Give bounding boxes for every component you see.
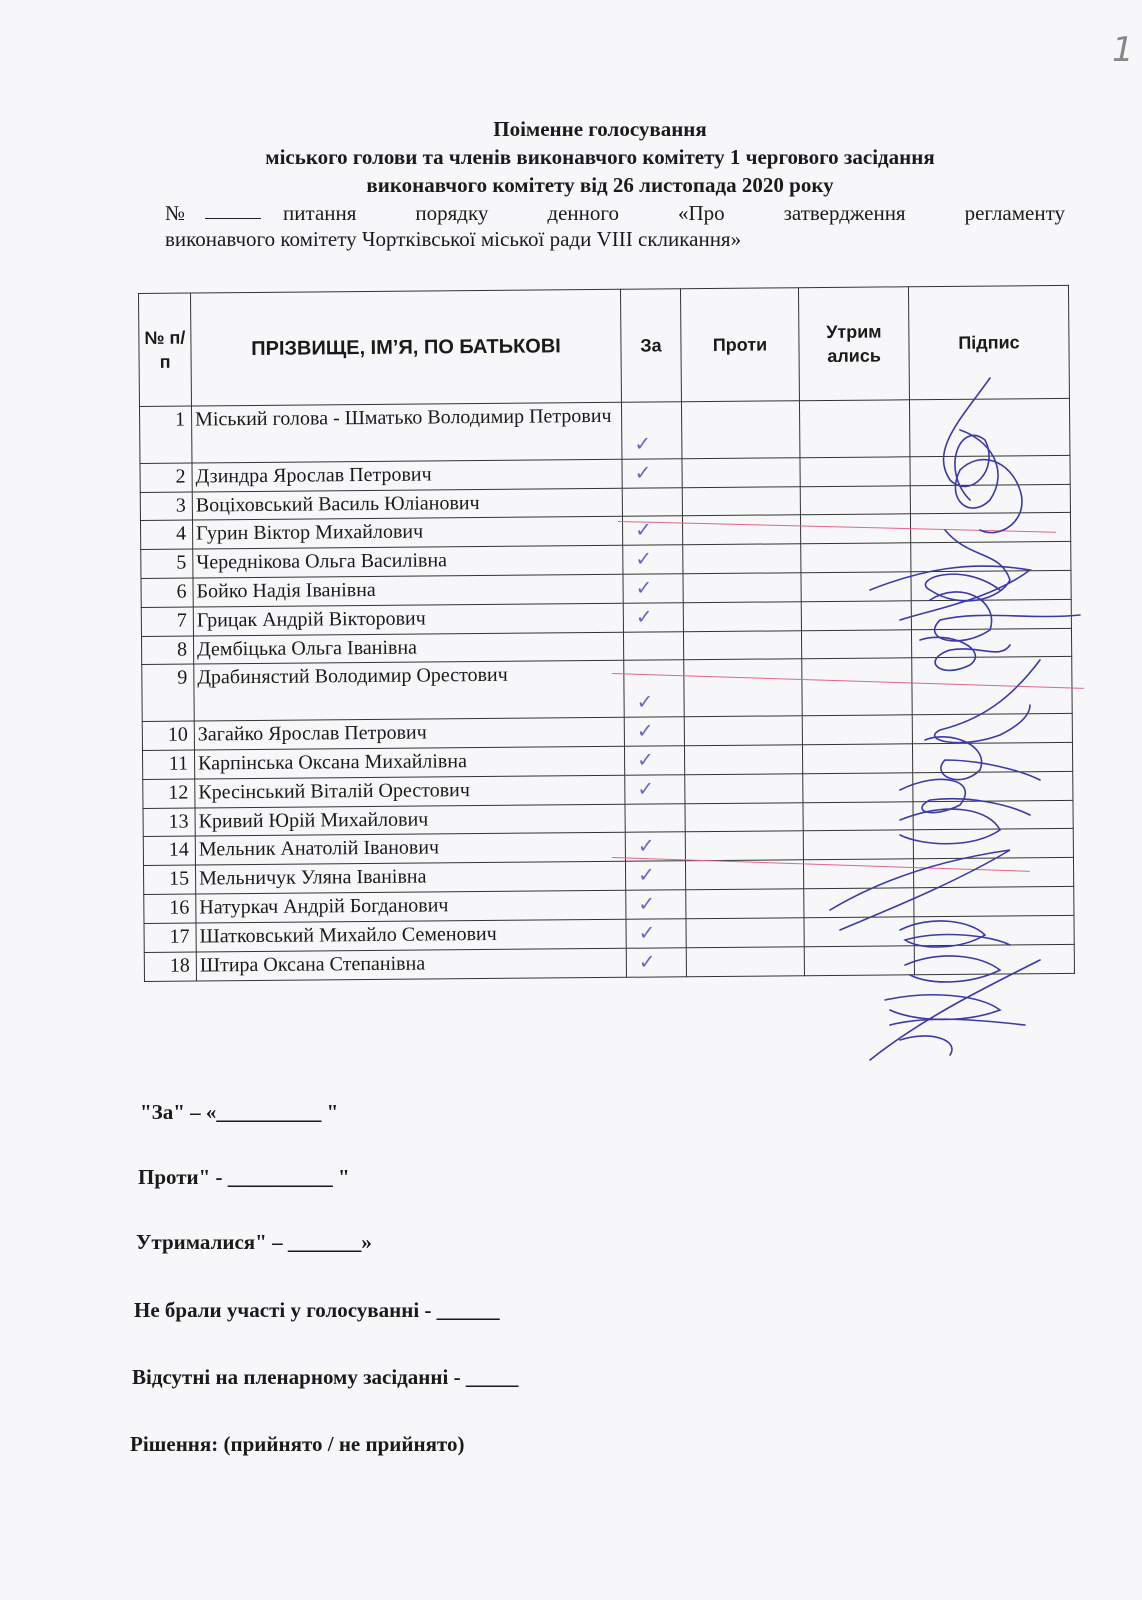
vote-against-cell [686,889,804,919]
vote-abstain-cell [804,946,914,976]
member-name: Гурин Віктор Михайлович [192,516,622,549]
vote-abstain-cell [804,917,914,947]
member-name: Воціховський Василь Юліанович [192,488,622,520]
member-name: Мельничук Уляна Іванівна [195,861,625,894]
signature-cell [913,771,1073,801]
vote-abstain-cell [800,457,910,487]
signature-cell [909,398,1069,456]
summary-abstain: Утрималися" – _______» [136,1230,372,1254]
member-name: Бойко Надія Іванівна [193,574,623,607]
signature-cell [912,713,1072,743]
vote-abstain-cell [801,601,911,631]
row-number: 17 [144,923,196,952]
member-name: Драбинястий Володимир Орестович [194,660,624,721]
member-name: Штира Оксана Степанівна [196,948,626,981]
vote-for-cell [623,632,683,661]
member-name: Мельник Анатолій Іванович [195,832,625,865]
vote-against-cell [683,631,801,660]
vote-for-cell [623,545,683,575]
vote-against-cell [684,745,802,775]
agenda-text-2: виконавчого комітету Чортківської міської ради VIII скликання» [165,227,742,251]
header-signature: Підпис [908,285,1069,399]
vote-abstain-cell [799,400,909,458]
table-row [139,398,1069,463]
member-name: Шатковський Михайло Семенович [196,919,626,952]
vote-against-cell [685,831,803,861]
vote-for-cell [624,717,684,747]
vote-against-cell [685,860,803,890]
member-name: Дембіцька Ольга Іванівна [193,632,623,664]
signature-cell [911,570,1071,600]
vote-abstain-cell [802,715,912,745]
check-mark-icon: ✓ [636,747,654,772]
check-mark-icon: ✓ [635,546,653,571]
vote-abstain-cell [802,744,912,774]
document-title: Поіменне голосування [493,117,707,141]
signature-cell [912,742,1072,772]
header-against: Проти [680,288,799,402]
check-mark-icon: ✓ [635,604,653,629]
row-number: 2 [140,463,192,492]
signature-cell [913,857,1073,887]
agenda-item-line [165,200,1065,226]
vote-for-cell [623,574,683,604]
vote-for-cell [622,516,682,546]
check-mark-icon: ✓ [634,460,652,485]
signature-cell [911,628,1071,657]
summary-against: Проти" - __________ " [138,1165,350,1189]
check-mark-icon: ✓ [637,862,655,887]
table-header-row [139,285,1070,406]
vote-against-cell [684,716,802,746]
check-mark-icon: ✓ [637,833,655,858]
row-number: 3 [140,492,192,520]
vote-against-cell [684,659,802,717]
check-mark-icon: ✓ [636,718,654,743]
summary-decision: Рішення: (прийнято / не прийнято) [130,1432,465,1456]
signature-cell [910,512,1070,542]
vote-against-cell [685,803,803,832]
check-mark-icon: ✓ [638,891,656,916]
signature-cell [910,484,1070,513]
row-number: 5 [141,549,193,578]
row-number: 15 [143,865,195,894]
signature-cell [911,541,1071,571]
header-num: № п/п [139,293,192,406]
agenda-number-blank [205,200,261,219]
signature-cell [914,944,1074,974]
member-name: Загайко Ярослав Петрович [194,717,624,750]
vote-for-cell [621,402,681,460]
vote-abstain-cell [802,658,912,716]
vote-against-cell [682,458,800,488]
vote-against-cell [683,573,801,603]
member-name: Міський голова - Шматько Володимир Петрович [191,402,621,463]
check-mark-icon: ✓ [638,920,656,945]
meeting-date-line: виконавчого комітету від 26 листопада 2020 року [366,173,834,197]
signature-cell [914,915,1074,945]
member-name: Натуркач Андрій Богданович [196,890,626,923]
check-mark-icon: ✓ [634,431,652,456]
check-mark-icon: ✓ [634,517,652,542]
vote-for-cell [622,488,682,517]
vote-abstain-cell [801,543,911,573]
header-name: ПРІЗВИЩЕ, ІМ’Я, ПО БАТЬКОВІ [191,289,622,406]
vote-against-cell [683,602,801,632]
row-number: 18 [144,952,196,981]
vote-abstain-cell [801,630,911,659]
row-number: 13 [143,808,195,836]
vote-abstain-cell [800,486,910,515]
row-number: 16 [144,894,196,923]
vote-abstain-cell [803,773,913,803]
row-number: 14 [143,836,195,865]
vote-against-cell [682,515,800,545]
row-number: 12 [143,779,195,808]
row-number: 8 [141,636,193,664]
summary-absent: Відсутні на пленарному засіданні - _____ [132,1365,519,1389]
vote-against-cell [682,487,800,516]
header-for: За [620,289,681,403]
signature-cell [910,455,1070,485]
check-mark-icon: ✓ [635,575,653,600]
row-number: 4 [140,520,192,549]
row-number: 1 [139,406,191,463]
member-name: Кривий Юрій Михайлович [195,804,625,836]
vote-abstain-cell [801,572,911,602]
vote-for-cell [622,459,682,489]
vote-against-cell [683,544,801,574]
member-name: Карпінська Оксана Михайлівна [194,746,624,779]
member-name: Кресінський Віталій Орестович [195,775,625,808]
row-number: 9 [142,664,194,721]
page-number: 1 [1112,30,1134,70]
member-name: Череднікова Ольга Василівна [193,545,623,578]
vote-abstain-cell [803,830,913,860]
signature-cell [914,886,1074,916]
member-name: Грицак Андрій Вікторович [193,603,623,636]
check-mark-icon: ✓ [637,776,655,801]
vote-for-cell [625,804,685,833]
vote-for-cell [623,603,683,633]
vote-against-cell [685,774,803,804]
row-number: 11 [142,750,194,779]
vote-abstain-cell [804,888,914,918]
check-mark-icon: ✓ [638,949,656,974]
vote-for-cell [624,660,684,718]
member-name: Дзиндра Ярослав Петрович [192,459,622,492]
vote-abstain-cell [803,802,913,831]
roll-call-table [138,285,1075,982]
vote-for-cell [625,775,685,805]
summary-not-voting: Не брали участі у голосуванні - ______ [134,1298,500,1322]
row-number: 6 [141,578,193,607]
summary-for: "За" – «__________ " [140,1100,339,1124]
row-number: 7 [141,607,193,636]
vote-for-cell [625,861,685,891]
check-mark-icon: ✓ [636,689,654,714]
vote-for-cell [624,746,684,776]
vote-for-cell [626,919,686,949]
number-sign: № [165,201,186,225]
document-subtitle: міського голови та членів виконавчого комітету 1 чергового засідання [265,145,935,169]
signature-cell [913,800,1073,829]
vote-for-cell [626,890,686,920]
agenda-text-1: питання порядку денного «Про затвердження регламенту [283,201,1065,225]
signature-row-18b [890,1019,1025,1055]
vote-against-cell [681,401,799,459]
signature-cell [911,599,1071,629]
signature-cell [913,828,1073,858]
table-row [142,656,1072,721]
vote-against-cell [686,947,804,977]
vote-against-cell [686,918,804,948]
header-abstain: Утрим ались [798,287,909,401]
vote-for-cell [626,948,686,978]
row-number: 10 [142,721,194,750]
